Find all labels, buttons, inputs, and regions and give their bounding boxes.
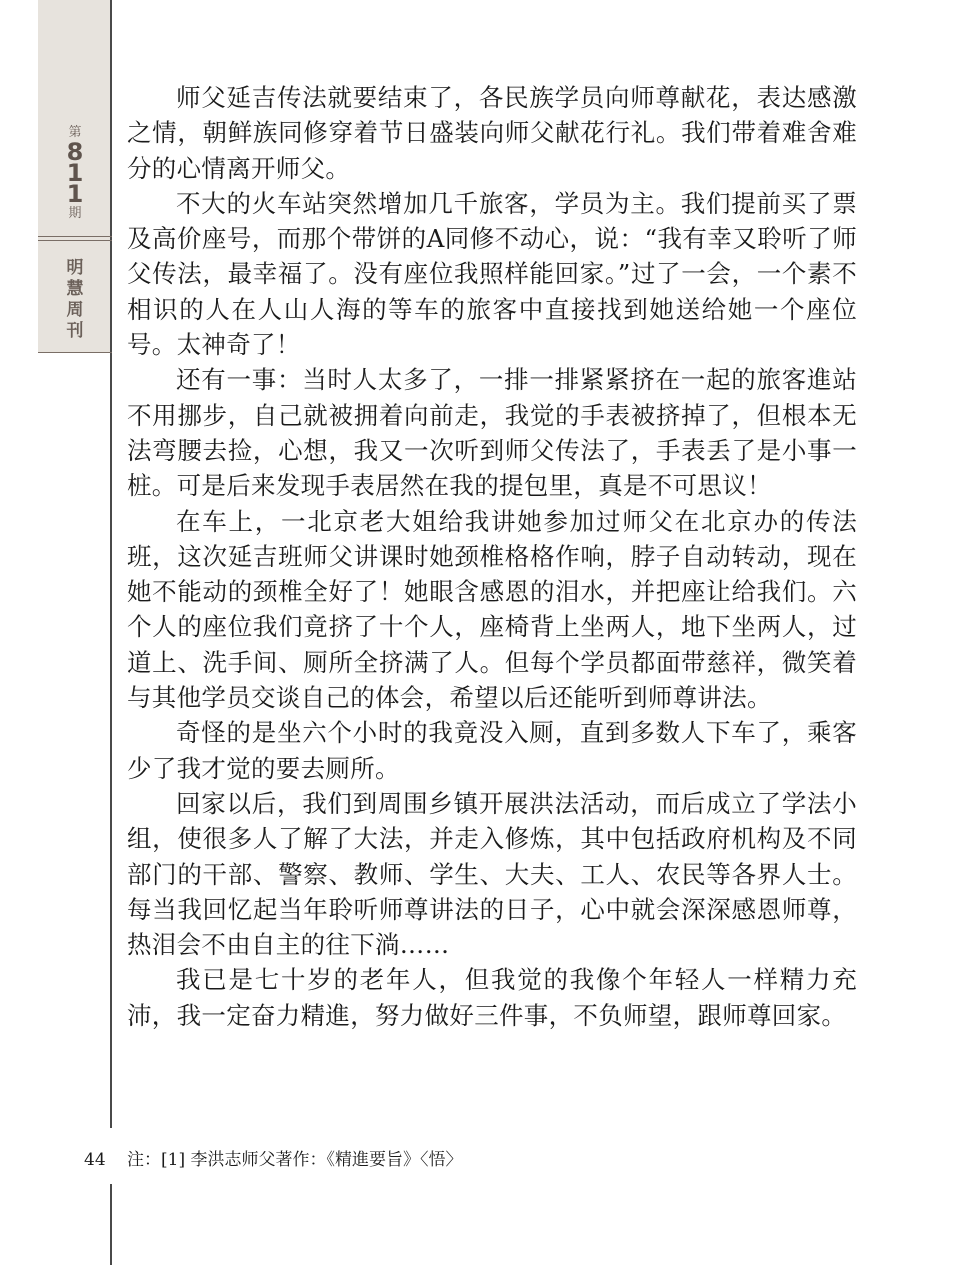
magazine-name-char: 周 [66, 300, 84, 320]
article-body [127, 80, 857, 1033]
magazine-name-char: 刊 [66, 321, 84, 341]
tab-divider [38, 352, 112, 353]
magazine-name-char: 慧 [66, 279, 84, 299]
issue-number [38, 124, 112, 223]
footnote: 注：[1] 李洪志师父著作：《精進要旨》〈悟〉 [127, 1150, 463, 1170]
issue-digit: 1 [66, 159, 84, 187]
paragraph: 不大的火车站突然增加几千旅客，学员为主。我们提前买了票及高价座号，而那个带饼的A同修不动心，说：“我有幸又聆听了师父传法，最幸福了。没有座位我照样能回家。”过了一会，一个素不相识的人在人山人海的等车的旅客中直接找到她送给她一个座位号。太神奇了！ [127, 188, 857, 360]
issue-prefix: 第 [68, 125, 82, 140]
margin-rule-gap [109, 1128, 113, 1184]
paragraph: 在车上，一北京老大姐给我讲她参加过师父在北京办的传法班，这次延吉班师父讲课时她颈椎格格作响，脖子自动转动，现在她不能动的颈椎全好了！她眼含感恩的泪水，并把座让给我们。六个人的座位我们竟挤了十个人，座椅背上坐两人，地下坐两人，过道上、洗手间、厕所全挤满了人。但每个学员都面带慈祥，微笑着与其他学员交谈自己的体会，希望以后还能听到师尊讲法。 [127, 506, 857, 713]
paragraph: 我已是七十岁的老年人，但我觉的我像个年轻人一样精力充沛，我一定奋力精進，努力做好三件事，不负师望，跟师尊回家。 [127, 965, 857, 1030]
magazine-name-char: 明 [66, 258, 84, 278]
page-number: 44 [84, 1150, 106, 1170]
issue-suffix: 期 [68, 206, 82, 221]
issue-digit: 8 [66, 138, 84, 166]
tab-divider [38, 240, 112, 241]
magazine-name [38, 258, 112, 342]
paragraph: 回家以后，我们到周围乡镇开展洪法活动，而后成立了学法小组，使很多人了解了大法，并走入修炼，其中包括政府机构及不同部门的干部、警察、教师、学生、大夫、工人、农民等各界人士。每当我回忆起当年聆听师尊讲法的日子，心中就会深深感恩师尊，热泪会不由自主的往下淌…… [127, 788, 857, 960]
tab-divider [38, 236, 112, 237]
paragraph: 师父延吉传法就要结束了，各民族学员向师尊献花，表达感激之情，朝鲜族同修穿着节日盛装向师父献花行礼。我们带着难舍难分的心情离开师父。 [127, 83, 857, 183]
issue-digit: 1 [66, 180, 84, 208]
paragraph: 奇怪的是坐六个小时的我竟没入厕，直到多数人下车了，乘客少了我才觉的要去厕所。 [127, 718, 857, 783]
paragraph: 还有一事：当时人太多了，一排一排紧紧挤在一起的旅客進站不用挪步，自己就被拥着向前走，我觉的手表被挤掉了，但根本无法弯腰去捡，心想，我又一次听到师父传法了，手表丢了是小事一桩。可是后来发现手表居然在我的提包里，真是不可思议！ [127, 365, 857, 501]
